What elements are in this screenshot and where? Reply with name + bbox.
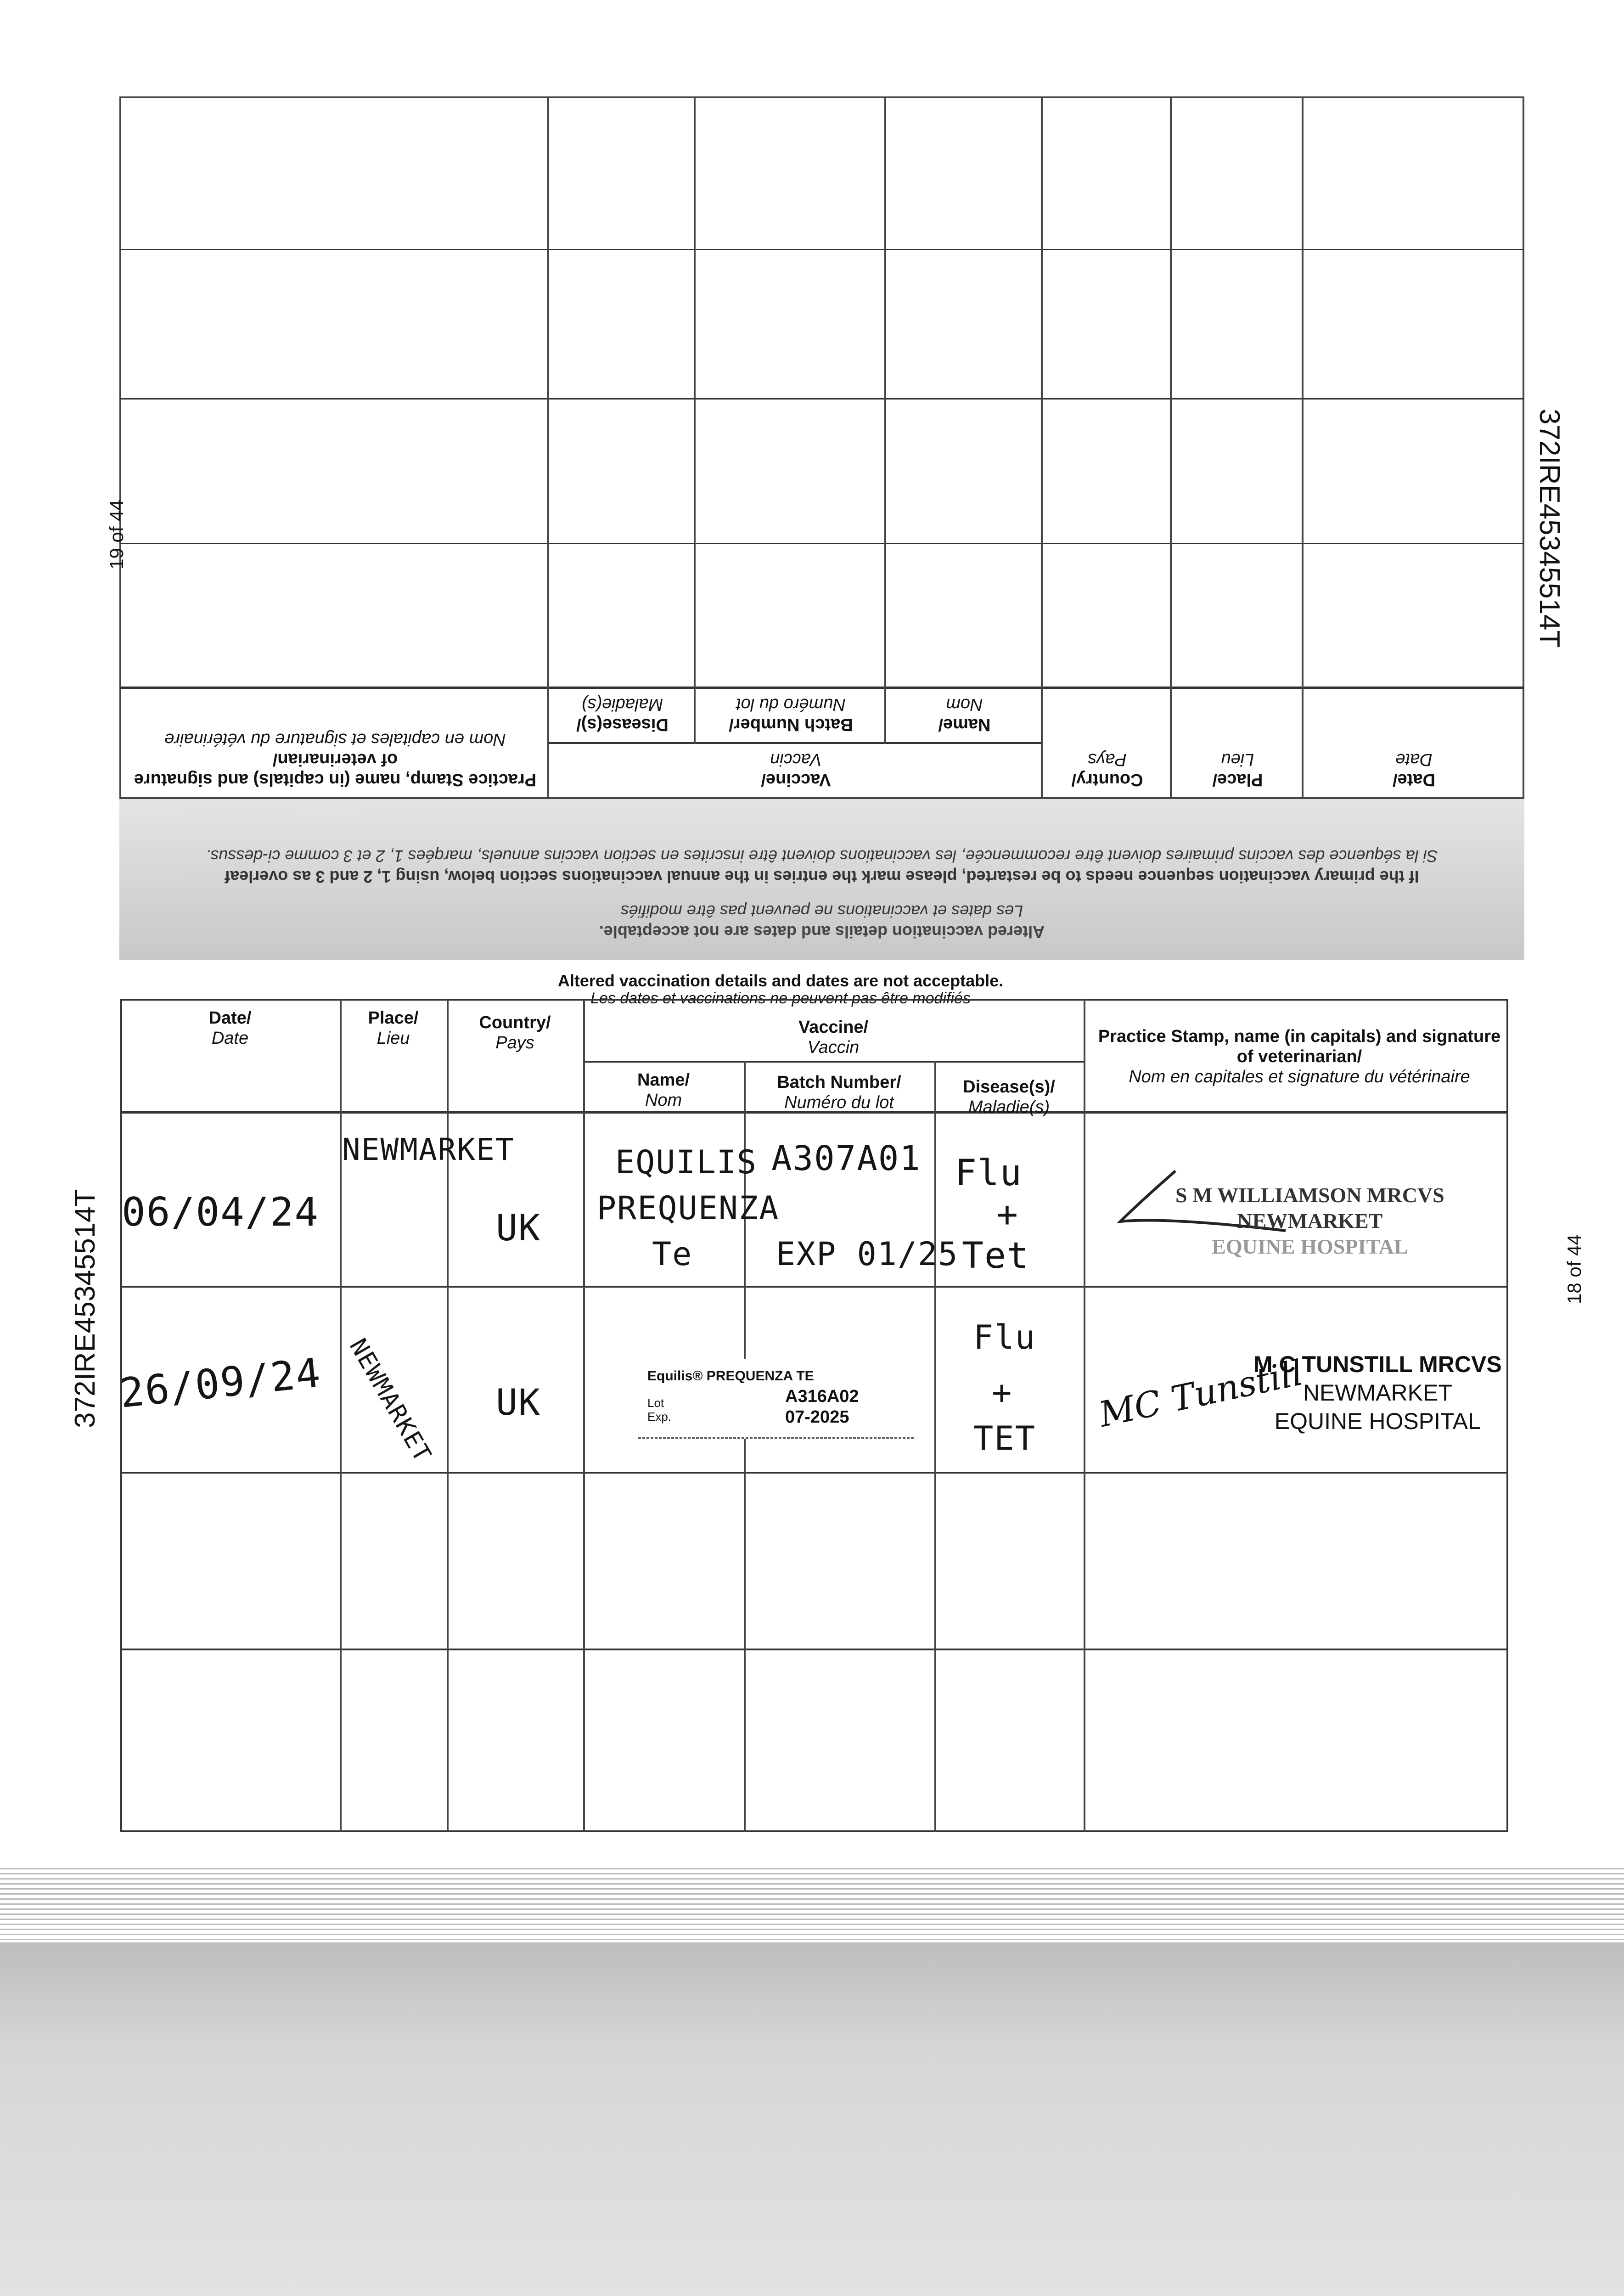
entry-country: UK: [496, 1382, 541, 1424]
header-disease: Disease(s)/: [963, 1077, 1055, 1097]
practice-stamp: [1175, 1182, 1444, 1260]
header-place-fr: Lieu: [376, 1029, 410, 1048]
header-disease-fr: Maladie(s): [581, 695, 663, 714]
header-date-fr: Date: [1395, 750, 1433, 769]
entry-disease-2: +: [996, 1194, 1019, 1235]
restart-note: If the primary vaccination sequence needs to be restarted, please mark the entries in the annual vaccinations section below, using 1, 2 and 3 as overleaf: [225, 867, 1419, 886]
page-19-rotated: [106, 96, 1565, 960]
stamp-line: EQUINE HOSPITAL: [1274, 1408, 1481, 1434]
entry-vaccine-name-3: Te: [652, 1235, 693, 1273]
header-vaccine: Vaccine/: [761, 770, 831, 789]
header-batch: Batch Number/: [729, 715, 853, 734]
entry-vaccine-name-1: EQUILIS: [615, 1143, 758, 1181]
header-stamp: Practice Stamp, name (in capitals) and signature of veterinarian/: [134, 750, 537, 789]
vaccination-table-top: [119, 96, 1524, 799]
header-country: Country/: [479, 1013, 551, 1032]
header-place: Place/: [368, 1008, 419, 1028]
header-name-fr: Nom: [946, 695, 983, 714]
header-disease: Disease(s)/: [576, 715, 669, 734]
header-stamp-fr: Nom en capitales et signature du vétérinaire: [164, 730, 506, 749]
entry-disease-3: Tet: [962, 1235, 1029, 1277]
header-stamp-fr: Nom en capitales et signature du vétérinaire: [1129, 1067, 1470, 1086]
stamp-line: EQUINE HOSPITAL: [1212, 1235, 1408, 1258]
vaccine-batch-label: [638, 1359, 914, 1439]
entry-expiry: EXP 01/25: [776, 1235, 959, 1273]
header-name: Name/: [938, 715, 991, 734]
label-lot: Lot: [647, 1396, 664, 1410]
restart-note-fr: Si la séquence des vaccins primaires doivent être recommencée, les vaccinations doivent être inscrites en section vaccins annuels, marqées 1, 2 et 3 comme ci-dessus.: [206, 847, 1438, 866]
page-edge: [0, 1864, 1624, 1942]
signature-tunstill: MC Tunstill: [1095, 1352, 1307, 1435]
header-country-fr: Pays: [1088, 750, 1127, 769]
entry-disease-2: +: [992, 1373, 1013, 1412]
entry-place: NEWMARKET: [343, 1334, 437, 1467]
entry-batch: A316A02: [785, 1387, 859, 1406]
header-disease-fr: Maladie(s): [968, 1097, 1050, 1117]
entry-disease-1: Flu: [973, 1318, 1036, 1356]
header-country-fr: Pays: [495, 1033, 534, 1052]
entry-expiry: 07-2025: [785, 1407, 849, 1427]
header-vaccine-fr: Vaccin: [807, 1038, 860, 1057]
header-date: Date/: [1393, 770, 1435, 789]
header-country: Country/: [1071, 770, 1143, 789]
header-name: Name/: [637, 1070, 690, 1090]
entry-date: 26/09/24: [117, 1349, 324, 1417]
entry-vaccine-name-2: PREQUENZA: [597, 1189, 780, 1227]
stamp-line: NEWMARKET: [1237, 1209, 1383, 1232]
notice-title-fr: Les dates et vaccinations ne peuvent pas être modifiés: [590, 990, 971, 1007]
header-place-fr: Lieu: [1221, 750, 1254, 769]
header-stamp: Practice Stamp, name (in capitals) and signature of veterinarian/: [1098, 1027, 1501, 1066]
entry-country: UK: [496, 1208, 541, 1249]
practice-stamp: [1253, 1350, 1502, 1435]
document-id-bottom: 372IRE45345514T: [69, 1189, 101, 1428]
header-name-fr: Nom: [645, 1091, 682, 1110]
label-product: Equilis® PREQUENZA TE: [647, 1368, 814, 1384]
header-date-fr: Date: [211, 1029, 249, 1048]
notice-title: Altered vaccination details and dates are not acceptable.: [599, 923, 1045, 941]
header-place: Place/: [1212, 770, 1263, 789]
stamp-line: S M WILLIAMSON MRCVS: [1175, 1183, 1444, 1207]
header-vaccine-fr: Vaccin: [770, 750, 822, 769]
header-vaccine: Vaccine/: [798, 1018, 869, 1037]
entry-disease-3: TET: [973, 1419, 1036, 1458]
scan-background: [0, 1942, 1624, 2296]
header-batch: Batch Number/: [777, 1073, 901, 1092]
label-exp: Exp.: [647, 1410, 672, 1424]
header-batch-fr: Numéro du lot: [736, 695, 846, 714]
entry-place: NEWMARKET: [342, 1132, 515, 1167]
notice-title-fr: Les dates et vaccinations ne peuvent pas être modifiés: [620, 902, 1023, 921]
stamp-line: M C TUNSTILL MRCVS: [1253, 1351, 1502, 1377]
entry-date: 06/04/24: [122, 1189, 320, 1235]
entry-batch: A307A01: [771, 1139, 921, 1178]
page-number-top: 19 of 44: [106, 500, 127, 569]
header-date: Date/: [208, 1008, 252, 1028]
entry-disease-1: Flu: [955, 1153, 1023, 1194]
page-number-bottom: 18 of 44: [1563, 1234, 1585, 1304]
document-id-top: 372IRE45345514T: [1534, 409, 1565, 648]
notice-title: Altered vaccination details and dates are not acceptable.: [557, 971, 1004, 990]
stamp-line: NEWMARKET: [1303, 1380, 1452, 1406]
header-batch-fr: Numéro du lot: [784, 1093, 894, 1112]
